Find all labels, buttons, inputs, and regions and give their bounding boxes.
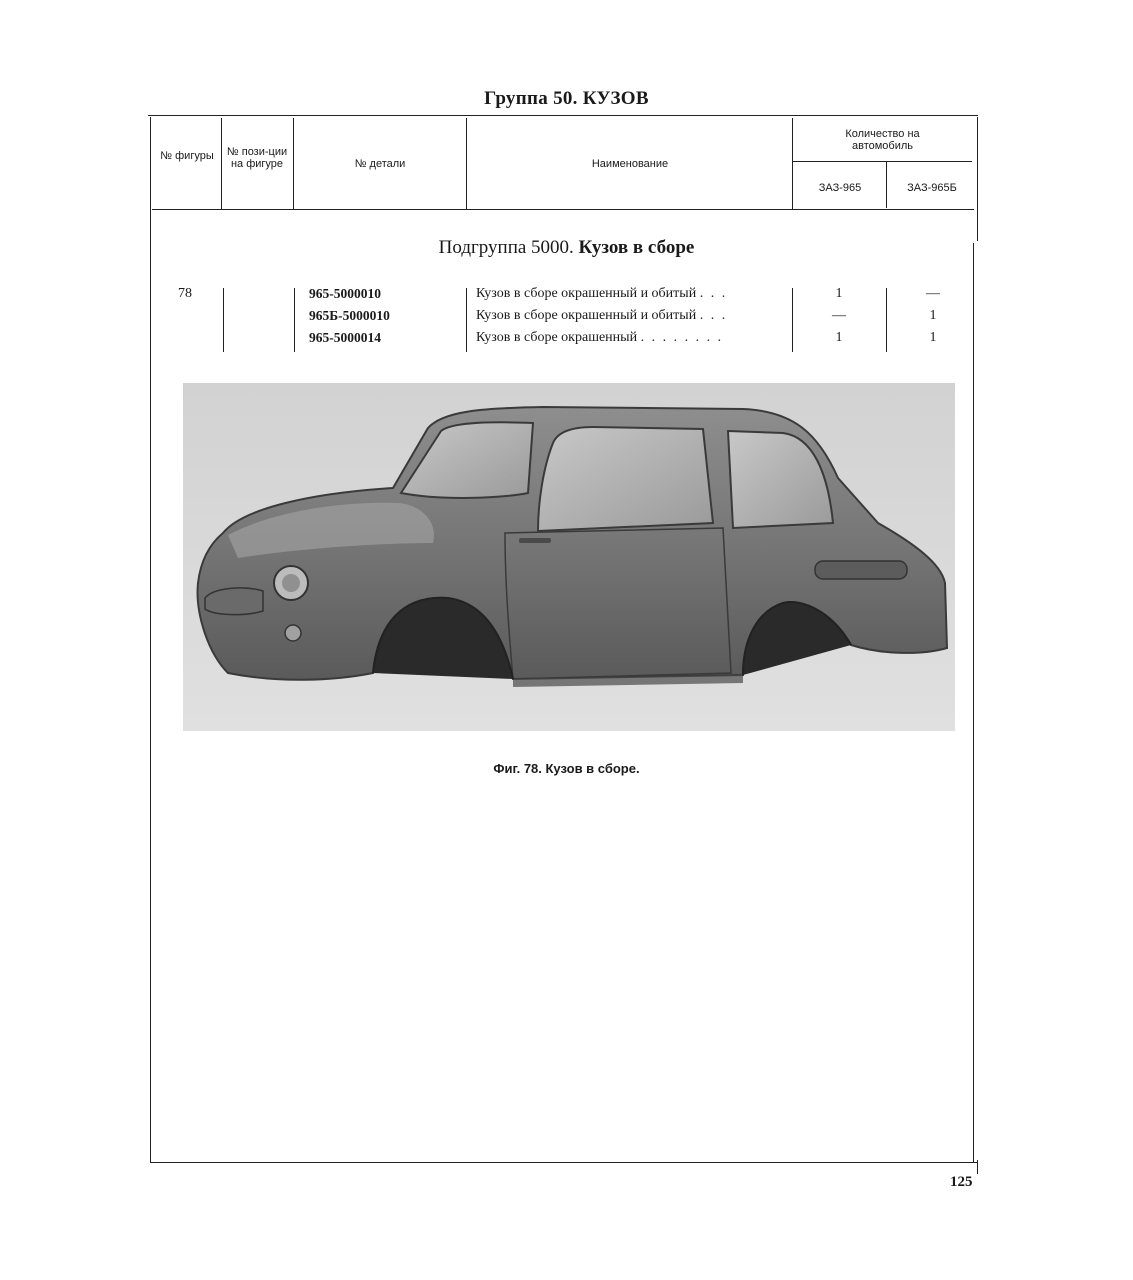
header-divider-4	[792, 118, 793, 209]
row-part-number: 965Б-5000010	[309, 308, 390, 323]
rear-vent-grille	[815, 561, 907, 579]
row-name-text: Кузов в сборе окрашенный и обитый	[476, 286, 697, 301]
page-number: 125	[950, 1174, 973, 1190]
row-qty-zaz-965b: —	[926, 286, 940, 301]
row-qty-zaz-965b: 1	[929, 330, 937, 345]
front-grille	[205, 588, 263, 615]
frame-left-rule	[150, 117, 151, 1163]
row-leader-dots: . . .	[699, 308, 728, 323]
row-divider-1	[223, 288, 224, 352]
row-qty-zaz-965: 1	[835, 330, 843, 345]
quantity-subheader-rule	[792, 161, 972, 162]
header-divider-5	[886, 161, 887, 208]
figure-caption: Фиг. 78. Кузов в сборе.	[493, 761, 640, 776]
door-window-glass	[538, 427, 713, 531]
header-divider-1	[221, 118, 222, 209]
row-part-number: 965-5000014	[309, 330, 381, 345]
row-divider-2	[294, 288, 295, 352]
row-figure-number: 78	[178, 286, 192, 301]
subgroup-title	[0, 237, 1133, 259]
row-name	[476, 305, 727, 327]
row-qty-zaz-965: —	[832, 308, 846, 323]
frame-bottom-corner	[977, 1160, 978, 1174]
frame-right-rule-lower	[973, 243, 974, 1163]
header-name: Наименование	[591, 158, 669, 170]
row-divider-4	[792, 288, 793, 352]
row-leader-dots: . . . . . . . .	[640, 330, 724, 345]
frame-bottom-rule	[150, 1162, 978, 1163]
header-divider-3	[466, 118, 467, 209]
frame-top-rule	[148, 115, 978, 116]
subgroup-prefix: Подгруппа 5000.	[438, 237, 574, 258]
header-bottom-rule	[152, 209, 974, 210]
row-qty-zaz-965: 1	[835, 286, 843, 301]
row-name	[476, 283, 727, 305]
header-position-number: № пози-ции на фигуре	[226, 146, 288, 170]
header-zaz-965: ЗАЗ-965	[818, 182, 862, 194]
frame-right-rule	[977, 117, 978, 241]
row-part-number: 965-5000010	[309, 286, 381, 301]
row-leader-dots: . . .	[699, 286, 728, 301]
row-divider-3	[466, 288, 467, 352]
row-qty-zaz-965b: 1	[929, 308, 937, 323]
row-divider-5	[886, 288, 887, 352]
header-zaz-965b: ЗАЗ-965Б	[907, 182, 957, 194]
header-quantity: Количество на автомобиль	[845, 128, 920, 152]
header-part-number: № детали	[354, 158, 406, 170]
header-divider-2	[293, 118, 294, 209]
subgroup-name: Кузов в сборе	[578, 237, 695, 258]
row-name	[476, 327, 723, 349]
row-name-text: Кузов в сборе окрашенный и обитый	[476, 308, 697, 323]
car-body-figure	[183, 383, 955, 731]
header-figure-number: № фигуры	[160, 150, 214, 162]
row-name-text: Кузов в сборе окрашенный	[476, 330, 638, 345]
group-title: Группа 50. КУЗОВ	[484, 88, 649, 109]
